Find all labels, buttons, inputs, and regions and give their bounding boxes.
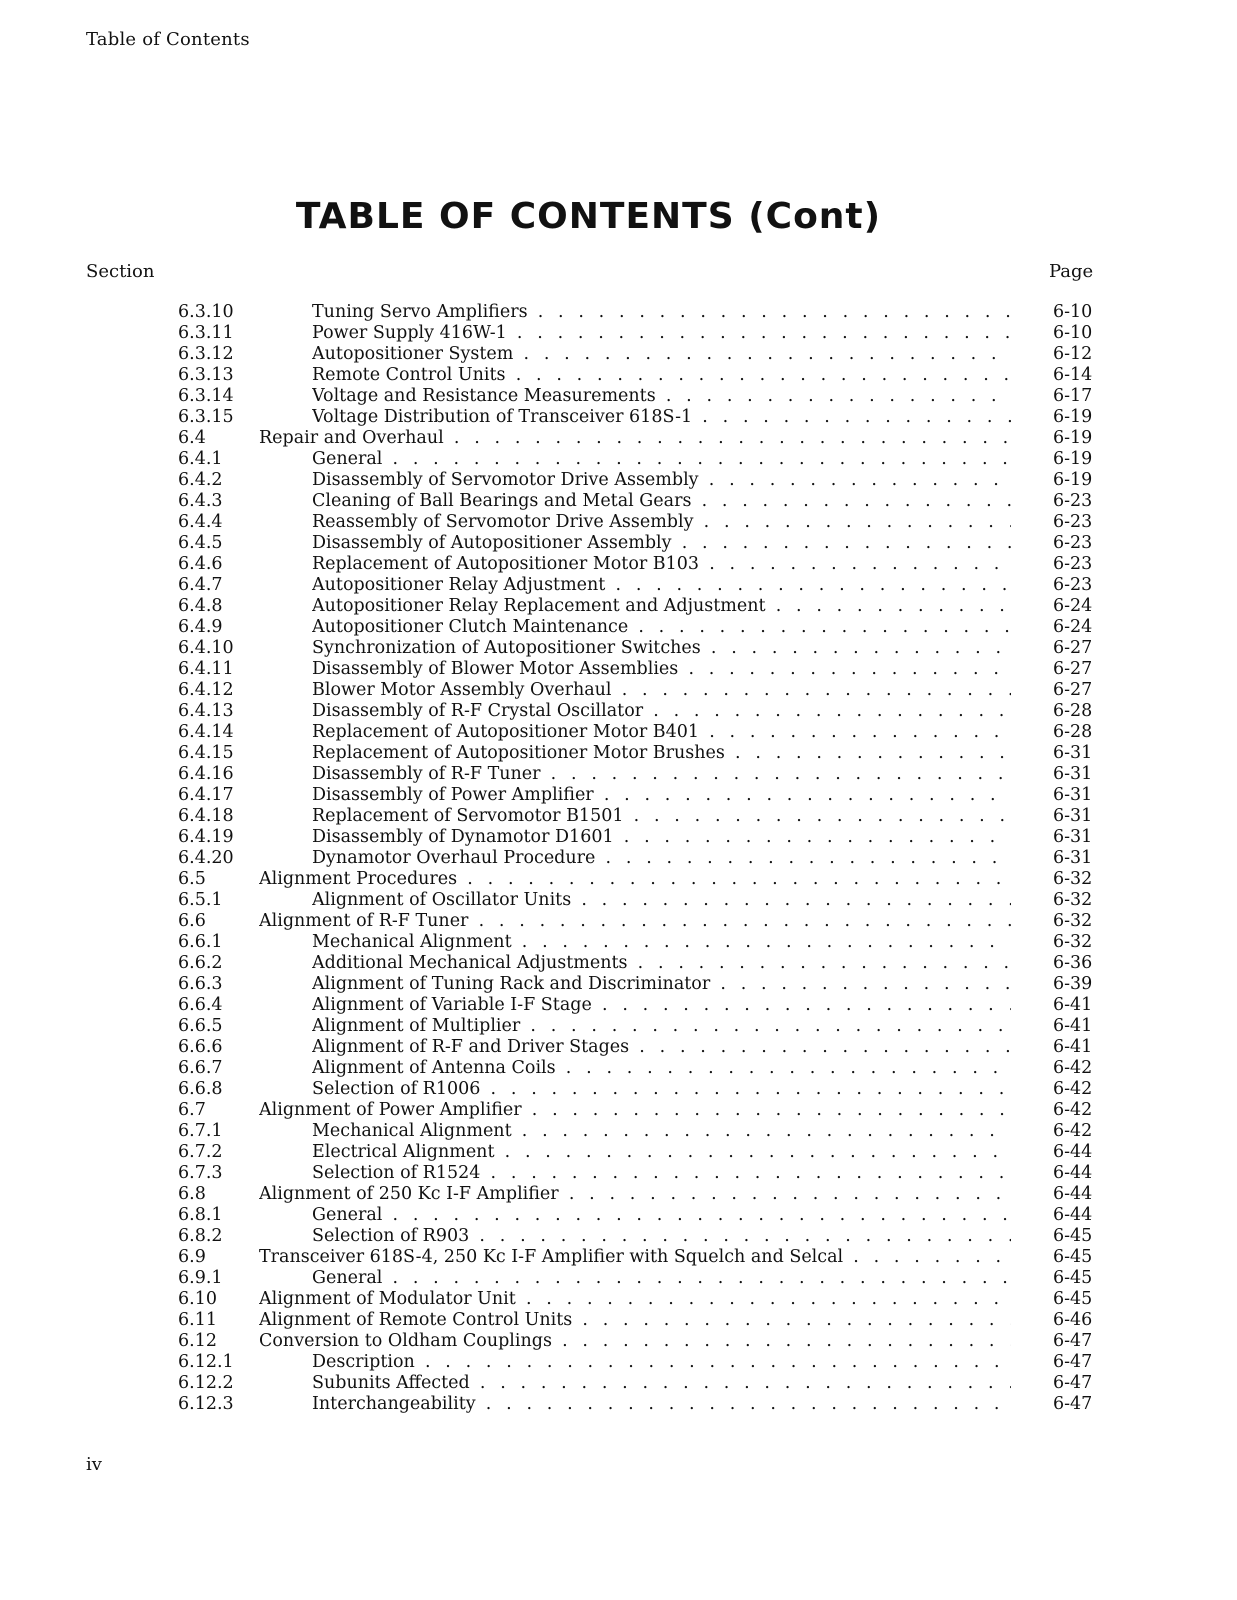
toc-entry bbox=[0, 1058, 1237, 1079]
toc-entry-number: 6.6 bbox=[178, 911, 206, 931]
toc-entry bbox=[0, 932, 1237, 953]
page-column-header: Page bbox=[1049, 261, 1094, 282]
toc-entry-page: 6-10 bbox=[1053, 302, 1093, 322]
toc-entry bbox=[0, 1016, 1237, 1037]
toc-entry-number: 6.6.5 bbox=[178, 1016, 223, 1036]
toc-entry-title: Mechanical Alignment . . . bbox=[312, 932, 1011, 953]
toc-entry bbox=[0, 659, 1237, 680]
toc-entry bbox=[0, 953, 1237, 974]
toc-entry-page: 6-42 bbox=[1053, 1121, 1093, 1141]
toc-entry-page: 6-42 bbox=[1053, 1058, 1093, 1078]
toc-entry bbox=[0, 1331, 1237, 1352]
toc-entry-title: Disassembly of Autopositioner Assembly . . . bbox=[312, 533, 1011, 554]
toc-entry-page: 6-44 bbox=[1053, 1142, 1093, 1162]
toc-entry bbox=[0, 1268, 1237, 1289]
toc-entry-title: Alignment of R-F and Driver Stages . . . bbox=[312, 1037, 1011, 1058]
toc-entry-number: 6.12.2 bbox=[178, 1373, 234, 1393]
toc-entry-number: 6.4.10 bbox=[178, 638, 234, 658]
toc-entry-title: Replacement of Autopositioner Motor B103 . . . bbox=[312, 554, 1011, 575]
toc-entry-number: 6.4.15 bbox=[178, 743, 234, 763]
toc-entry-title: Transceiver 618S-4, 250 Kc I-F Amplifier with Squelch and Selcal . . . bbox=[259, 1247, 1011, 1268]
toc-entry bbox=[0, 764, 1237, 785]
toc-entry-page: 6-28 bbox=[1053, 701, 1093, 721]
toc-entry-title: Remote Control Units . . . bbox=[312, 365, 1011, 386]
toc-entry-title: Autopositioner Clutch Maintenance . . . bbox=[312, 617, 1011, 638]
toc-entry-title: Alignment of Multiplier . . . bbox=[312, 1016, 1011, 1037]
toc-entry-page: 6-45 bbox=[1053, 1226, 1093, 1246]
toc-entry bbox=[0, 1310, 1237, 1331]
toc-entry bbox=[0, 1037, 1237, 1058]
toc-entry bbox=[0, 785, 1237, 806]
toc-entry-number: 6.10 bbox=[178, 1289, 217, 1309]
toc-entry-page: 6-24 bbox=[1053, 617, 1093, 637]
toc-entry-title: Autopositioner System . . . bbox=[312, 344, 1011, 365]
toc-entry-title: General . . . bbox=[312, 449, 1011, 470]
toc-entry-title: Alignment of Remote Control Units . . . bbox=[259, 1310, 1011, 1331]
toc-entry-page: 6-46 bbox=[1053, 1310, 1093, 1330]
toc-entry-page: 6-24 bbox=[1053, 596, 1093, 616]
toc-entry-title: Disassembly of R-F Crystal Oscillator . . . bbox=[312, 701, 1011, 722]
toc-entry-page: 6-19 bbox=[1053, 449, 1093, 469]
toc-entry bbox=[0, 869, 1237, 890]
toc-entry-number: 6.4.11 bbox=[178, 659, 234, 679]
toc-entry bbox=[0, 1184, 1237, 1205]
toc-entry-title: Repair and Overhaul . . . bbox=[259, 428, 1011, 449]
toc-entry bbox=[0, 1352, 1237, 1373]
toc-entry-title: Conversion to Oldham Couplings . . . bbox=[259, 1331, 1011, 1352]
toc-entry-page: 6-45 bbox=[1053, 1289, 1093, 1309]
toc-entry-page: 6-31 bbox=[1053, 827, 1093, 847]
toc-entry-number: 6.7.2 bbox=[178, 1142, 223, 1162]
toc-entry-number: 6.3.11 bbox=[178, 323, 234, 343]
toc-entry-number: 6.3.13 bbox=[178, 365, 234, 385]
toc-entry-number: 6.4.2 bbox=[178, 470, 223, 490]
toc-entry-title: Alignment of Variable I-F Stage . . . bbox=[312, 995, 1011, 1016]
toc-entry-number: 6.4.12 bbox=[178, 680, 234, 700]
toc-entry bbox=[0, 596, 1237, 617]
toc-entry-title: Electrical Alignment . . . bbox=[312, 1142, 1011, 1163]
toc-entry bbox=[0, 365, 1237, 386]
toc-entry bbox=[0, 1121, 1237, 1142]
toc-entry-page: 6-44 bbox=[1053, 1205, 1093, 1225]
toc-entry-page: 6-41 bbox=[1053, 1037, 1093, 1057]
toc-entry-title: Alignment of Modulator Unit . . . bbox=[259, 1289, 1011, 1310]
toc-entry-page: 6-44 bbox=[1053, 1163, 1093, 1183]
toc-entry bbox=[0, 806, 1237, 827]
toc-entry bbox=[0, 575, 1237, 596]
section-column-header: Section bbox=[86, 261, 155, 282]
toc-entry-page: 6-32 bbox=[1053, 932, 1093, 952]
toc-entry-title: Alignment of Oscillator Units . . . bbox=[312, 890, 1011, 911]
toc-entry-page: 6-45 bbox=[1053, 1268, 1093, 1288]
page-number: iv bbox=[86, 1454, 102, 1475]
toc-entry-page: 6-36 bbox=[1053, 953, 1093, 973]
toc-entry-number: 6.4.13 bbox=[178, 701, 234, 721]
toc-entry-title: Tuning Servo Amplifiers . . . bbox=[312, 302, 1011, 323]
toc-entry bbox=[0, 491, 1237, 512]
toc-entry-page: 6-31 bbox=[1053, 806, 1093, 826]
toc-entry-page: 6-27 bbox=[1053, 659, 1093, 679]
toc-entry-title: Additional Mechanical Adjustments . . . bbox=[312, 953, 1011, 974]
toc-entry-title: Voltage and Resistance Measurements . . . bbox=[312, 386, 1011, 407]
toc-entry-number: 6.4.20 bbox=[178, 848, 234, 868]
toc-entry-number: 6.4.4 bbox=[178, 512, 223, 532]
toc-entry-title: Autopositioner Relay Adjustment . . . bbox=[312, 575, 1011, 596]
toc-entry bbox=[0, 911, 1237, 932]
toc-entry-page: 6-19 bbox=[1053, 470, 1093, 490]
toc-entry-page: 6-41 bbox=[1053, 1016, 1093, 1036]
toc-entry bbox=[0, 722, 1237, 743]
page-title: TABLE OF CONTENTS (Cont) bbox=[295, 196, 882, 237]
toc-entry-page: 6-27 bbox=[1053, 680, 1093, 700]
toc-entry bbox=[0, 1142, 1237, 1163]
toc-entry-page: 6-27 bbox=[1053, 638, 1093, 658]
toc-entry bbox=[0, 701, 1237, 722]
toc-entry-title: General . . . bbox=[312, 1268, 1011, 1289]
toc-entry bbox=[0, 1163, 1237, 1184]
toc-entry-number: 6.4.8 bbox=[178, 596, 223, 616]
toc-entry-number: 6.4.14 bbox=[178, 722, 234, 742]
toc-entry bbox=[0, 1394, 1237, 1415]
toc-entry-page: 6-23 bbox=[1053, 533, 1093, 553]
toc-entry bbox=[0, 344, 1237, 365]
toc-entry-number: 6.4.19 bbox=[178, 827, 234, 847]
toc-entry-title: Disassembly of Dynamotor D1601 . . . bbox=[312, 827, 1011, 848]
toc-entry-title: Alignment of Antenna Coils . . . bbox=[312, 1058, 1011, 1079]
toc-entry-number: 6.4.9 bbox=[178, 617, 223, 637]
toc-entry-page: 6-42 bbox=[1053, 1100, 1093, 1120]
toc-entry-title: Reassembly of Servomotor Drive Assembly . . . bbox=[312, 512, 1011, 533]
toc-entry-title: Synchronization of Autopositioner Switches . . . bbox=[312, 638, 1011, 659]
toc-entry bbox=[0, 890, 1237, 911]
toc-entry-title: Mechanical Alignment . . . bbox=[312, 1121, 1011, 1142]
toc-entry-title: Disassembly of Power Amplifier . . . bbox=[312, 785, 1011, 806]
toc-entry-title: Autopositioner Relay Replacement and Adjustment . . . bbox=[312, 596, 1011, 617]
toc-entry bbox=[0, 428, 1237, 449]
toc-entry-number: 6.4.17 bbox=[178, 785, 234, 805]
toc-entry-number: 6.7.3 bbox=[178, 1163, 223, 1183]
toc-entry-number: 6.4.5 bbox=[178, 533, 223, 553]
toc-entry-number: 6.7.1 bbox=[178, 1121, 223, 1141]
toc-entry bbox=[0, 638, 1237, 659]
toc-entry-page: 6-42 bbox=[1053, 1079, 1093, 1099]
toc-entry-title: Disassembly of Servomotor Drive Assembly . . . bbox=[312, 470, 1011, 491]
toc-entry-number: 6.5.1 bbox=[178, 890, 223, 910]
toc-entry-page: 6-31 bbox=[1053, 764, 1093, 784]
toc-entry bbox=[0, 1079, 1237, 1100]
toc-entry-page: 6-19 bbox=[1053, 407, 1093, 427]
toc-entry-number: 6.6.2 bbox=[178, 953, 223, 973]
toc-entry-title: Cleaning of Ball Bearings and Metal Gears . . . bbox=[312, 491, 1011, 512]
toc-entry-number: 6.6.7 bbox=[178, 1058, 223, 1078]
toc-entry-number: 6.8 bbox=[178, 1184, 206, 1204]
toc-entry-title: Selection of R903 . . . bbox=[312, 1226, 1011, 1247]
toc-entry-page: 6-47 bbox=[1053, 1394, 1093, 1414]
toc-entry-page: 6-32 bbox=[1053, 911, 1093, 931]
toc-entry-number: 6.4.16 bbox=[178, 764, 234, 784]
toc-entry-page: 6-41 bbox=[1053, 995, 1093, 1015]
toc-entry-page: 6-47 bbox=[1053, 1331, 1093, 1351]
toc-entry bbox=[0, 1226, 1237, 1247]
toc-entry-title: Description . . . bbox=[312, 1352, 1011, 1373]
toc-entry-page: 6-17 bbox=[1053, 386, 1093, 406]
toc-entry-page: 6-28 bbox=[1053, 722, 1093, 742]
toc-entry bbox=[0, 974, 1237, 995]
toc-entry-title: Disassembly of R-F Tuner . . . bbox=[312, 764, 1011, 785]
toc-entry-title: Alignment Procedures . . . bbox=[259, 869, 1011, 890]
toc-entry-number: 6.6.8 bbox=[178, 1079, 223, 1099]
toc-entry-number: 6.11 bbox=[178, 1310, 217, 1330]
toc-entry-page: 6-44 bbox=[1053, 1184, 1093, 1204]
toc-entry-title: Replacement of Autopositioner Motor Brushes . . . bbox=[312, 743, 1011, 764]
toc-entry-page: 6-31 bbox=[1053, 785, 1093, 805]
toc-entry bbox=[0, 1289, 1237, 1310]
toc-entry-number: 6.6.3 bbox=[178, 974, 223, 994]
toc-entry-page: 6-31 bbox=[1053, 848, 1093, 868]
toc-entry-page: 6-23 bbox=[1053, 554, 1093, 574]
toc-list bbox=[0, 302, 1237, 1415]
toc-entry-number: 6.6.6 bbox=[178, 1037, 223, 1057]
toc-entry-title: Replacement of Autopositioner Motor B401 . . . bbox=[312, 722, 1011, 743]
toc-entry-page: 6-39 bbox=[1053, 974, 1093, 994]
toc-entry-number: 6.4.1 bbox=[178, 449, 223, 469]
toc-entry bbox=[0, 554, 1237, 575]
toc-entry bbox=[0, 533, 1237, 554]
toc-entry-title: Disassembly of Blower Motor Assemblies . . . bbox=[312, 659, 1011, 680]
toc-entry-number: 6.4 bbox=[178, 428, 206, 448]
toc-entry-number: 6.12 bbox=[178, 1331, 217, 1351]
toc-entry bbox=[0, 1205, 1237, 1226]
toc-entry-title: Power Supply 416W-1 . . . bbox=[312, 323, 1011, 344]
toc-entry-number: 6.6.1 bbox=[178, 932, 223, 952]
toc-entry-title: Dynamotor Overhaul Procedure . . . bbox=[312, 848, 1011, 869]
toc-entry-page: 6-23 bbox=[1053, 575, 1093, 595]
toc-entry-title: Alignment of 250 Kc I-F Amplifier . . . bbox=[259, 1184, 1011, 1205]
toc-entry-title: Selection of R1524 . . . bbox=[312, 1163, 1011, 1184]
toc-entry-number: 6.8.2 bbox=[178, 1226, 223, 1246]
toc-entry-title: Blower Motor Assembly Overhaul . . . bbox=[312, 680, 1011, 701]
toc-entry-number: 6.4.6 bbox=[178, 554, 223, 574]
toc-entry bbox=[0, 470, 1237, 491]
toc-entry bbox=[0, 680, 1237, 701]
toc-entry bbox=[0, 1373, 1237, 1394]
toc-entry-title: Alignment of R-F Tuner . . . bbox=[259, 911, 1011, 932]
toc-entry-number: 6.6.4 bbox=[178, 995, 223, 1015]
toc-entry-number: 6.3.10 bbox=[178, 302, 234, 322]
toc-entry-number: 6.3.15 bbox=[178, 407, 234, 427]
toc-entry-page: 6-47 bbox=[1053, 1373, 1093, 1393]
toc-entry-number: 6.7 bbox=[178, 1100, 206, 1120]
toc-entry-number: 6.8.1 bbox=[178, 1205, 223, 1225]
toc-entry-page: 6-47 bbox=[1053, 1352, 1093, 1372]
toc-entry-page: 6-14 bbox=[1053, 365, 1093, 385]
toc-entry bbox=[0, 743, 1237, 764]
toc-entry-title: Voltage Distribution of Transceiver 618S-1 . . . bbox=[312, 407, 1011, 428]
toc-entry bbox=[0, 1247, 1237, 1268]
toc-entry-number: 6.5 bbox=[178, 869, 206, 889]
toc-entry-title: Selection of R1006 . . . bbox=[312, 1079, 1011, 1100]
toc-entry bbox=[0, 323, 1237, 344]
toc-entry bbox=[0, 512, 1237, 533]
toc-entry bbox=[0, 449, 1237, 470]
toc-entry-page: 6-23 bbox=[1053, 491, 1093, 511]
toc-entry bbox=[0, 995, 1237, 1016]
toc-entry bbox=[0, 407, 1237, 428]
toc-entry-page: 6-23 bbox=[1053, 512, 1093, 532]
toc-entry-page: 6-31 bbox=[1053, 743, 1093, 763]
toc-entry-number: 6.3.12 bbox=[178, 344, 234, 364]
toc-entry-page: 6-10 bbox=[1053, 323, 1093, 343]
toc-entry-number: 6.3.14 bbox=[178, 386, 234, 406]
toc-entry bbox=[0, 827, 1237, 848]
toc-entry-number: 6.9.1 bbox=[178, 1268, 223, 1288]
toc-entry-title: Alignment of Tuning Rack and Discriminator . . . bbox=[312, 974, 1011, 995]
toc-entry bbox=[0, 848, 1237, 869]
toc-entry bbox=[0, 1100, 1237, 1121]
toc-entry bbox=[0, 386, 1237, 407]
toc-entry-title: Interchangeability . . . bbox=[312, 1394, 1011, 1415]
toc-entry-page: 6-45 bbox=[1053, 1247, 1093, 1267]
toc-entry-page: 6-12 bbox=[1053, 344, 1093, 364]
toc-entry bbox=[0, 617, 1237, 638]
toc-entry-title: Alignment of Power Amplifier . . . bbox=[259, 1100, 1011, 1121]
running-head: Table of Contents bbox=[86, 29, 250, 50]
toc-entry-title: General . . . bbox=[312, 1205, 1011, 1226]
toc-entry-number: 6.4.7 bbox=[178, 575, 223, 595]
toc-entry-number: 6.4.3 bbox=[178, 491, 223, 511]
toc-entry-number: 6.12.3 bbox=[178, 1394, 234, 1414]
toc-entry-page: 6-32 bbox=[1053, 869, 1093, 889]
toc-entry-number: 6.12.1 bbox=[178, 1352, 234, 1372]
toc-entry bbox=[0, 302, 1237, 323]
toc-entry-number: 6.9 bbox=[178, 1247, 206, 1267]
toc-entry-page: 6-19 bbox=[1053, 428, 1093, 448]
toc-entry-number: 6.4.18 bbox=[178, 806, 234, 826]
toc-entry-title: Replacement of Servomotor B1501 . . . bbox=[312, 806, 1011, 827]
toc-entry-title: Subunits Affected . . . bbox=[312, 1373, 1011, 1394]
toc-entry-page: 6-32 bbox=[1053, 890, 1093, 910]
